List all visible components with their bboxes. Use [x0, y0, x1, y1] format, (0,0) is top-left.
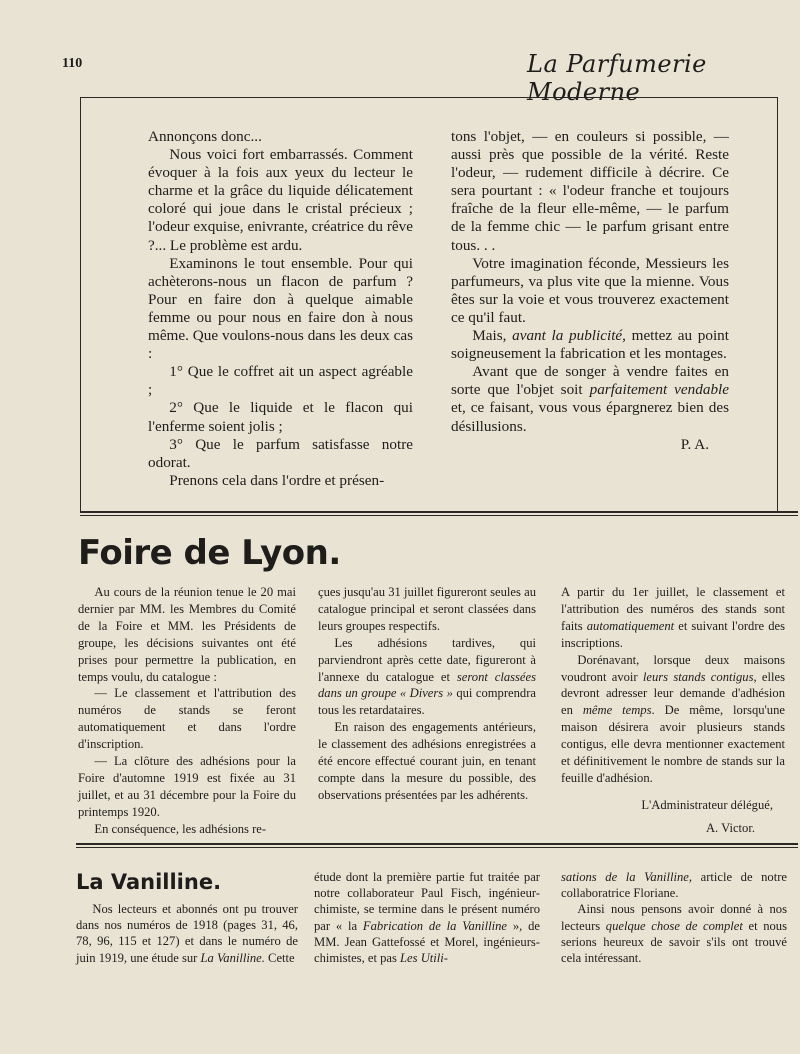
vanilline-column-3 [561, 869, 787, 966]
ad-paragraph: Examinons le tout ensemble. Pour qui achèterons-nous un flacon de parfum ? Pour en faire don à quelque aimable femme ou pour nous en faire don à nous même. Que voulons-nous dans les deux cas : [148, 254, 413, 363]
foire-column-1 [78, 584, 296, 838]
ad-paragraph: 3° Que le parfum satisfasse notre odorat. [148, 435, 413, 471]
article-paragraph: A partir du 1er juillet, le classement et l'attribution des numéros des stands sont faits automatiquement et suivant l'ordre des inscriptions. [561, 585, 785, 650]
article-paragraph: Dorénavant, lorsque deux maisons voudront avoir leurs stands contigus, elles devront adresser leur demande d'adhésion en même temps. De même, lorsqu'une maison désirera avoir plusieurs stands contigus, elle devra mentionner exactement et définitivement le nombre de stands sur la feuille d'adhésion. [561, 652, 785, 785]
ad-paragraph: Nous voici fort embarrassés. Comment évoquer à la fois aux yeux du lecteur le charme et la grâce du liquide délicatement coloré qui joue dans le cristal précieux ; l'odeur exquise, enivrante, créatrice du rêve ?... Le problème est ardu. [148, 146, 413, 254]
article-paragraph: çues jusqu'au 31 juillet figureront seules au catalogue principal et seront classées dans leurs groupes respectifs. [318, 585, 536, 633]
ad-paragraph: Mais, avant la publicité, mettez au point soigneusement la fabrication et les montages. [451, 327, 729, 363]
article-paragraph: Au cours de la réunion tenue le 20 mai dernier par MM. les Membres du Comité de la Foire et MM. les Présidents de groupe, les décisions suivantes ont été prises pour permettre la publication, en temps voulu, du catalogue : [78, 585, 296, 684]
article-paragraph: sations de la Vanilline, article de notre collaboratrice Floriane. [561, 870, 787, 901]
ad-paragraph: Votre imagination féconde, Messieurs les parfumeurs, va plus vite que la mienne. Vous êtes sur la voie et vous trouverez exactement ce qu'il faut. [451, 254, 729, 326]
article-title: Foire de Lyon. [78, 533, 341, 573]
journal-title: La Parfumerie Moderne [527, 50, 707, 106]
article-paragraph: En conséquence, les adhésions re- [94, 821, 267, 836]
article-title: La Vanilline. [76, 870, 222, 894]
ad-paragraph: Avant que de songer à vendre faites en sorte que l'objet soit parfaitement vendable et, ce faisant, vous vous épargnerez bien des désillusions. [451, 363, 729, 435]
ad-paragraph: tons l'objet, — en couleurs si possible, — aussi près que possible de la vérité. Reste l'odeur, — rudement difficile à décrire. Ce sera pourtant : « l'odeur franche et toujours fraîche de la fleur elle-même, — le parfum de la femme chic — le parfum grisant entre tous. . . [451, 128, 729, 254]
ad-paragraph: Prenons cela dans l'ordre et présen- [169, 471, 385, 489]
ad-left-column [148, 128, 413, 490]
foire-column-2 [318, 584, 536, 804]
signature-title: L'Administrateur délégué, [641, 797, 773, 812]
signature-name: A. Victor. [705, 820, 755, 835]
article-paragraph: étude dont la première partie fut traitée par notre collaborateur Paul Fisch, ingénieur-chimiste, se termine dans le présent numéro par « la Fabrication de la Vanilline », de MM. Jean Gattefossé et Morel, ingénieurs-chimistes, et pas Les Utili- [314, 870, 540, 966]
ad-paragraph: 1° Que le coffret ait un aspect agréable ; [148, 363, 413, 399]
ad-right-column [451, 128, 729, 454]
ad-paragraph: 2° Que le liquide et le flacon qui l'enferme soient jolis ; [148, 399, 413, 435]
foire-column-3 [561, 584, 785, 837]
section-divider [76, 843, 798, 848]
vanilline-column-2 [314, 869, 540, 966]
vanilline-column-1 [76, 901, 298, 966]
ad-signature: P. A. [680, 435, 709, 453]
article-paragraph: — La clôture des adhésions pour la Foire d'automne 1919 est fixée au 31 juillet, et au 31 décembre pour la Foire du printemps 1920. [78, 754, 296, 819]
page-number: 110 [62, 56, 83, 71]
article-paragraph: Ainsi nous pensons avoir donné à nos lecteurs quelque chose de complet et nous serions heureux de savoir s'ils ont trouvé cela intéressant. [561, 902, 787, 966]
ad-paragraph: Annonçons donc... [148, 128, 262, 145]
article-paragraph: Les adhésions tardives, qui parviendront après cette date, figureront à l'annexe du catalogue et seront classées dans un groupe « Divers » qui comprendra tous les retardataires. [318, 635, 536, 718]
section-divider [80, 511, 798, 516]
article-paragraph: — Le classement et l'attribution des numéros de stands se feront automatiquement et dans l'ordre d'inscription. [78, 686, 296, 752]
article-paragraph: En raison des engagements antérieurs, le classement des adhésions enregistrées a été encore effectué courant juin, en tenant compte dans la mesure du possible, des observations présentées par les adhérents. [318, 720, 536, 802]
article-paragraph: Nos lecteurs et abonnés ont pu trouver dans nos numéros de 1918 (pages 31, 46, 78, 96, 115 et 127) et dans le numéro de juin 1919, une étude sur La Vanilline. Cette [76, 902, 298, 965]
